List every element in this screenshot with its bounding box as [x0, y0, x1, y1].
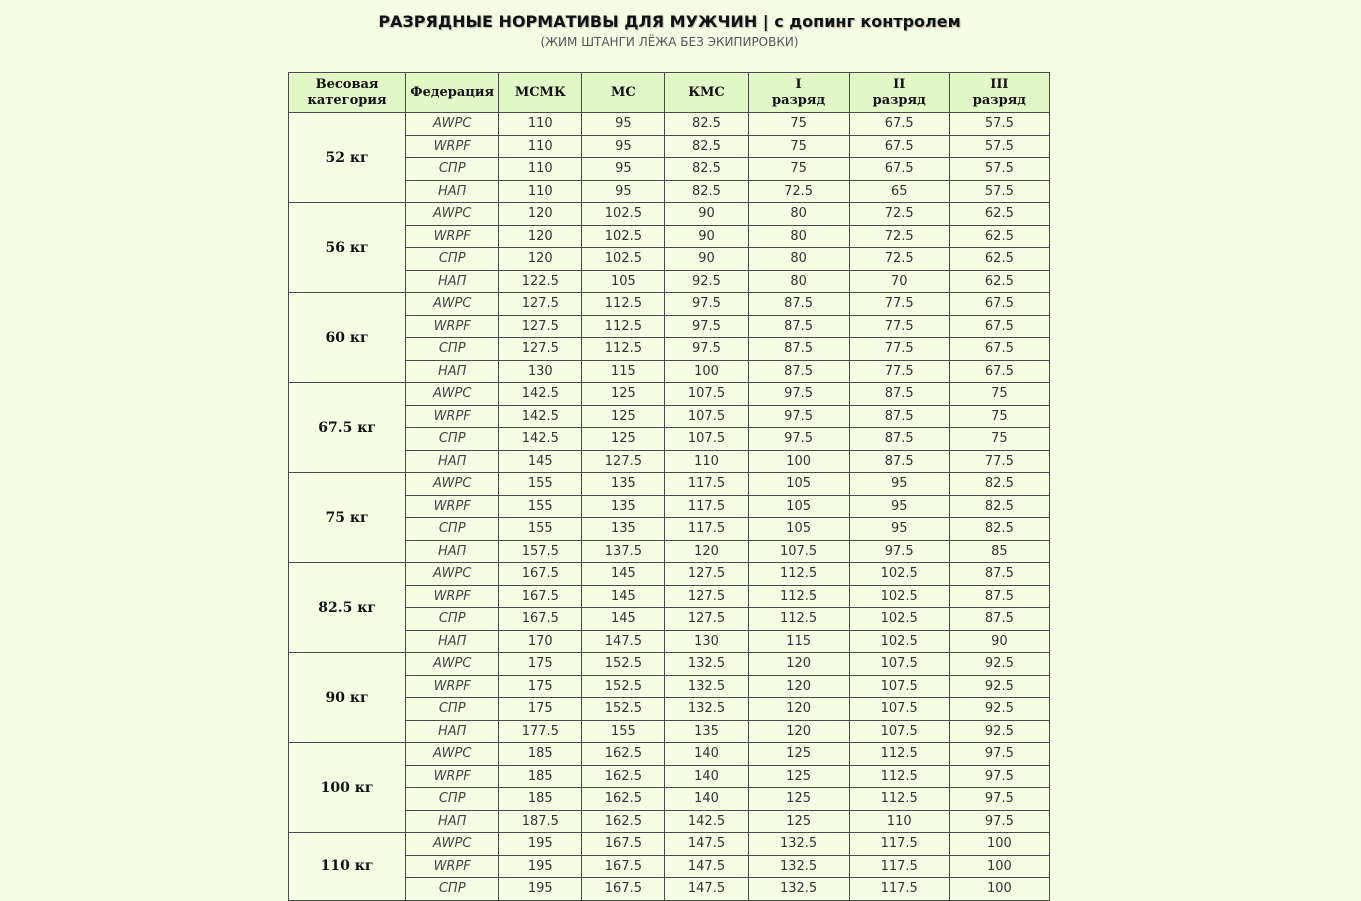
- rank-3-cell: 92.5: [949, 653, 1049, 676]
- federation-cell: СПР: [406, 518, 499, 541]
- msmk-cell: 142.5: [499, 428, 582, 451]
- table-row: [289, 473, 1050, 496]
- ms-cell: 162.5: [582, 788, 665, 811]
- rank-3-cell: 87.5: [949, 585, 1049, 608]
- page-title: РАЗРЯДНЫЕ НОРМАТИВЫ ДЛЯ МУЖЧИН | с допинг контролем: [378, 12, 961, 31]
- ms-cell: 145: [582, 563, 665, 586]
- rank-3-cell: 62.5: [949, 270, 1049, 293]
- ms-cell: 167.5: [582, 833, 665, 856]
- federation-cell: СПР: [406, 248, 499, 271]
- rank-2-cell: 67.5: [849, 113, 949, 136]
- table-row: [289, 203, 1050, 226]
- rank-2-cell: 87.5: [849, 405, 949, 428]
- federation-cell: СПР: [406, 698, 499, 721]
- msmk-cell: 170: [499, 630, 582, 653]
- rank-1-cell: 97.5: [748, 428, 849, 451]
- rank-2-cell: 67.5: [849, 135, 949, 158]
- federation-cell: AWPC: [406, 383, 499, 406]
- ms-cell: 112.5: [582, 315, 665, 338]
- rank-2-cell: 117.5: [849, 855, 949, 878]
- federation-cell: НАП: [406, 720, 499, 743]
- kms-cell: 82.5: [665, 113, 748, 136]
- rank-1-cell: 125: [748, 743, 849, 766]
- rank-1-cell: 132.5: [748, 878, 849, 901]
- federation-cell: AWPC: [406, 113, 499, 136]
- rank-3-cell: 92.5: [949, 698, 1049, 721]
- kms-cell: 127.5: [665, 608, 748, 631]
- rank-3-cell: 82.5: [949, 495, 1049, 518]
- federation-cell: СПР: [406, 428, 499, 451]
- rank-1-cell: 112.5: [748, 585, 849, 608]
- federation-cell: НАП: [406, 270, 499, 293]
- msmk-cell: 122.5: [499, 270, 582, 293]
- ms-cell: 127.5: [582, 450, 665, 473]
- msmk-cell: 142.5: [499, 405, 582, 428]
- rank-2-cell: 102.5: [849, 608, 949, 631]
- federation-cell: СПР: [406, 158, 499, 181]
- ms-cell: 152.5: [582, 653, 665, 676]
- rank-2-cell: 102.5: [849, 563, 949, 586]
- rank-3-cell: 75: [949, 428, 1049, 451]
- rank-3-cell: 77.5: [949, 450, 1049, 473]
- ms-cell: 145: [582, 585, 665, 608]
- kms-cell: 142.5: [665, 810, 748, 833]
- federation-cell: СПР: [406, 608, 499, 631]
- rank-3-cell: 97.5: [949, 810, 1049, 833]
- weight-category-cell: 82.5 кг: [289, 563, 406, 653]
- ms-cell: 137.5: [582, 540, 665, 563]
- header-federation: Федерация: [406, 73, 499, 113]
- rank-3-cell: 92.5: [949, 720, 1049, 743]
- rank-1-cell: 112.5: [748, 608, 849, 631]
- page-subtitle: (ЖИМ ШТАНГИ ЛЁЖА БЕЗ ЭКИПИРОВКИ): [540, 35, 799, 49]
- weight-category-cell: 60 кг: [289, 293, 406, 383]
- standards-table: [288, 72, 1050, 901]
- rank-2-cell: 107.5: [849, 653, 949, 676]
- header-rank-2: [849, 73, 949, 113]
- rank-2-cell: 117.5: [849, 878, 949, 901]
- ms-cell: 155: [582, 720, 665, 743]
- kms-cell: 127.5: [665, 585, 748, 608]
- header-row: [289, 73, 1050, 113]
- table-body: [289, 113, 1050, 901]
- msmk-cell: 185: [499, 765, 582, 788]
- rank-2-cell: 107.5: [849, 698, 949, 721]
- federation-cell: AWPC: [406, 743, 499, 766]
- kms-cell: 127.5: [665, 563, 748, 586]
- rank-2-cell: 87.5: [849, 428, 949, 451]
- rank-3-cell: 92.5: [949, 675, 1049, 698]
- rank-2-cell: 77.5: [849, 360, 949, 383]
- rank-1-cell: 120: [748, 675, 849, 698]
- rank-2-cell: 72.5: [849, 248, 949, 271]
- table-row: [289, 743, 1050, 766]
- rank-1-cell: 132.5: [748, 833, 849, 856]
- kms-cell: 100: [665, 360, 748, 383]
- rank-1-cell: 80: [748, 225, 849, 248]
- rank-2-cell: 67.5: [849, 158, 949, 181]
- table-row: [289, 653, 1050, 676]
- kms-cell: 147.5: [665, 878, 748, 901]
- msmk-cell: 155: [499, 495, 582, 518]
- rank-2-cell: 107.5: [849, 675, 949, 698]
- rank-3-cell: 90: [949, 630, 1049, 653]
- federation-cell: СПР: [406, 788, 499, 811]
- rank-1-cell: 97.5: [748, 383, 849, 406]
- rank-1-cell: 80: [748, 203, 849, 226]
- msmk-cell: 155: [499, 473, 582, 496]
- rank-3-cell: 82.5: [949, 518, 1049, 541]
- rank-1-cell: 87.5: [748, 293, 849, 316]
- rank-1-cell: 120: [748, 698, 849, 721]
- rank-1-cell: 120: [748, 653, 849, 676]
- rank-1-cell: 120: [748, 720, 849, 743]
- rank-2-cell: 112.5: [849, 743, 949, 766]
- weight-category-cell: 110 кг: [289, 833, 406, 901]
- kms-cell: 110: [665, 450, 748, 473]
- rank-2-cell: 87.5: [849, 450, 949, 473]
- msmk-cell: 110: [499, 158, 582, 181]
- rank-3-cell: 67.5: [949, 338, 1049, 361]
- rank-1-cell: 75: [748, 113, 849, 136]
- federation-cell: НАП: [406, 540, 499, 563]
- header-rank-2-numeral: II: [893, 76, 906, 92]
- msmk-cell: 110: [499, 113, 582, 136]
- kms-cell: 132.5: [665, 698, 748, 721]
- federation-cell: НАП: [406, 630, 499, 653]
- ms-cell: 125: [582, 405, 665, 428]
- rank-1-cell: 125: [748, 788, 849, 811]
- rank-2-cell: 102.5: [849, 630, 949, 653]
- rank-1-cell: 125: [748, 810, 849, 833]
- federation-cell: WRPF: [406, 855, 499, 878]
- rank-3-cell: 57.5: [949, 113, 1049, 136]
- rank-2-cell: 72.5: [849, 203, 949, 226]
- table-row: [289, 833, 1050, 856]
- rank-1-cell: 87.5: [748, 338, 849, 361]
- kms-cell: 90: [665, 225, 748, 248]
- msmk-cell: 177.5: [499, 720, 582, 743]
- ms-cell: 112.5: [582, 338, 665, 361]
- ms-cell: 147.5: [582, 630, 665, 653]
- msmk-cell: 157.5: [499, 540, 582, 563]
- msmk-cell: 185: [499, 788, 582, 811]
- ms-cell: 152.5: [582, 675, 665, 698]
- kms-cell: 90: [665, 248, 748, 271]
- ms-cell: 135: [582, 495, 665, 518]
- ms-cell: 125: [582, 383, 665, 406]
- ms-cell: 115: [582, 360, 665, 383]
- rank-3-cell: 57.5: [949, 180, 1049, 203]
- rank-1-cell: 87.5: [748, 315, 849, 338]
- kms-cell: 82.5: [665, 135, 748, 158]
- table-row: [289, 563, 1050, 586]
- rank-3-cell: 57.5: [949, 158, 1049, 181]
- kms-cell: 132.5: [665, 675, 748, 698]
- ms-cell: 95: [582, 113, 665, 136]
- kms-cell: 107.5: [665, 383, 748, 406]
- msmk-cell: 195: [499, 833, 582, 856]
- rank-1-cell: 107.5: [748, 540, 849, 563]
- rank-3-cell: 100: [949, 855, 1049, 878]
- federation-cell: WRPF: [406, 585, 499, 608]
- federation-cell: WRPF: [406, 405, 499, 428]
- header-msmk: МСМК: [499, 73, 582, 113]
- rank-2-cell: 110: [849, 810, 949, 833]
- kms-cell: 97.5: [665, 293, 748, 316]
- msmk-cell: 195: [499, 878, 582, 901]
- msmk-cell: 110: [499, 180, 582, 203]
- ms-cell: 162.5: [582, 810, 665, 833]
- rank-3-cell: 75: [949, 383, 1049, 406]
- rank-1-cell: 80: [748, 248, 849, 271]
- kms-cell: 140: [665, 743, 748, 766]
- kms-cell: 140: [665, 765, 748, 788]
- kms-cell: 130: [665, 630, 748, 653]
- kms-cell: 107.5: [665, 428, 748, 451]
- kms-cell: 82.5: [665, 158, 748, 181]
- msmk-cell: 127.5: [499, 293, 582, 316]
- ms-cell: 95: [582, 158, 665, 181]
- ms-cell: 152.5: [582, 698, 665, 721]
- federation-cell: WRPF: [406, 765, 499, 788]
- federation-cell: НАП: [406, 180, 499, 203]
- ms-cell: 167.5: [582, 878, 665, 901]
- federation-cell: НАП: [406, 450, 499, 473]
- msmk-cell: 120: [499, 248, 582, 271]
- ms-cell: 102.5: [582, 203, 665, 226]
- table-row: [289, 113, 1050, 136]
- federation-cell: AWPC: [406, 833, 499, 856]
- federation-cell: WRPF: [406, 135, 499, 158]
- rank-2-cell: 95: [849, 495, 949, 518]
- msmk-cell: 142.5: [499, 383, 582, 406]
- rank-1-cell: 125: [748, 765, 849, 788]
- header-ms: МС: [582, 73, 665, 113]
- header-weight-line1: Весовая: [315, 76, 379, 92]
- rank-2-cell: 87.5: [849, 383, 949, 406]
- ms-cell: 135: [582, 473, 665, 496]
- kms-cell: 82.5: [665, 180, 748, 203]
- ms-cell: 102.5: [582, 225, 665, 248]
- header-weight-line2: категория: [307, 92, 387, 108]
- header-rank-1-label: разряд: [772, 92, 826, 108]
- weight-category-cell: 67.5 кг: [289, 383, 406, 473]
- ms-cell: 135: [582, 518, 665, 541]
- header-rank-1: [748, 73, 849, 113]
- rank-2-cell: 95: [849, 473, 949, 496]
- kms-cell: 135: [665, 720, 748, 743]
- kms-cell: 92.5: [665, 270, 748, 293]
- table-row: [289, 383, 1050, 406]
- federation-cell: WRPF: [406, 225, 499, 248]
- table-header: [289, 73, 1050, 113]
- federation-cell: WRPF: [406, 495, 499, 518]
- kms-cell: 90: [665, 203, 748, 226]
- msmk-cell: 187.5: [499, 810, 582, 833]
- msmk-cell: 120: [499, 225, 582, 248]
- rank-3-cell: 67.5: [949, 293, 1049, 316]
- ms-cell: 105: [582, 270, 665, 293]
- msmk-cell: 175: [499, 675, 582, 698]
- federation-cell: НАП: [406, 810, 499, 833]
- ms-cell: 95: [582, 135, 665, 158]
- ms-cell: 112.5: [582, 293, 665, 316]
- rank-1-cell: 97.5: [748, 405, 849, 428]
- rank-2-cell: 97.5: [849, 540, 949, 563]
- federation-cell: AWPC: [406, 293, 499, 316]
- msmk-cell: 167.5: [499, 563, 582, 586]
- ms-cell: 167.5: [582, 855, 665, 878]
- msmk-cell: 110: [499, 135, 582, 158]
- rank-2-cell: 102.5: [849, 585, 949, 608]
- ms-cell: 125: [582, 428, 665, 451]
- rank-1-cell: 105: [748, 473, 849, 496]
- header-rank-1-numeral: I: [795, 76, 802, 92]
- rank-2-cell: 72.5: [849, 225, 949, 248]
- header-rank-2-label: разряд: [872, 92, 926, 108]
- rank-2-cell: 77.5: [849, 338, 949, 361]
- msmk-cell: 185: [499, 743, 582, 766]
- ms-cell: 95: [582, 180, 665, 203]
- weight-category-cell: 90 кг: [289, 653, 406, 743]
- rank-2-cell: 65: [849, 180, 949, 203]
- rank-3-cell: 97.5: [949, 788, 1049, 811]
- rank-3-cell: 97.5: [949, 765, 1049, 788]
- ms-cell: 162.5: [582, 743, 665, 766]
- msmk-cell: 175: [499, 698, 582, 721]
- rank-3-cell: 100: [949, 833, 1049, 856]
- rank-3-cell: 87.5: [949, 608, 1049, 631]
- msmk-cell: 195: [499, 855, 582, 878]
- header-rank-3: [949, 73, 1049, 113]
- kms-cell: 147.5: [665, 833, 748, 856]
- rank-3-cell: 85: [949, 540, 1049, 563]
- table-row: [289, 293, 1050, 316]
- kms-cell: 117.5: [665, 495, 748, 518]
- msmk-cell: 155: [499, 518, 582, 541]
- rank-1-cell: 105: [748, 518, 849, 541]
- msmk-cell: 120: [499, 203, 582, 226]
- rank-2-cell: 112.5: [849, 765, 949, 788]
- rank-1-cell: 75: [748, 158, 849, 181]
- rank-1-cell: 115: [748, 630, 849, 653]
- rank-1-cell: 112.5: [748, 563, 849, 586]
- rank-3-cell: 75: [949, 405, 1049, 428]
- rank-1-cell: 87.5: [748, 360, 849, 383]
- kms-cell: 97.5: [665, 338, 748, 361]
- weight-category-cell: 75 кг: [289, 473, 406, 563]
- rank-1-cell: 105: [748, 495, 849, 518]
- rank-2-cell: 107.5: [849, 720, 949, 743]
- rank-3-cell: 57.5: [949, 135, 1049, 158]
- rank-3-cell: 67.5: [949, 315, 1049, 338]
- rank-3-cell: 82.5: [949, 473, 1049, 496]
- header-kms: КМС: [665, 73, 748, 113]
- header-rank-3-numeral: III: [990, 76, 1009, 92]
- weight-category-cell: 100 кг: [289, 743, 406, 833]
- msmk-cell: 175: [499, 653, 582, 676]
- weight-category-cell: 56 кг: [289, 203, 406, 293]
- rank-3-cell: 67.5: [949, 360, 1049, 383]
- federation-cell: НАП: [406, 360, 499, 383]
- header-weight-category: [289, 73, 406, 113]
- msmk-cell: 127.5: [499, 338, 582, 361]
- kms-cell: 117.5: [665, 473, 748, 496]
- federation-cell: СПР: [406, 878, 499, 901]
- federation-cell: AWPC: [406, 473, 499, 496]
- rank-3-cell: 62.5: [949, 225, 1049, 248]
- federation-cell: AWPC: [406, 203, 499, 226]
- rank-2-cell: 77.5: [849, 293, 949, 316]
- rank-1-cell: 80: [748, 270, 849, 293]
- kms-cell: 120: [665, 540, 748, 563]
- kms-cell: 132.5: [665, 653, 748, 676]
- rank-3-cell: 97.5: [949, 743, 1049, 766]
- rank-2-cell: 95: [849, 518, 949, 541]
- kms-cell: 140: [665, 788, 748, 811]
- msmk-cell: 167.5: [499, 585, 582, 608]
- ms-cell: 162.5: [582, 765, 665, 788]
- msmk-cell: 127.5: [499, 315, 582, 338]
- rank-1-cell: 75: [748, 135, 849, 158]
- msmk-cell: 145: [499, 450, 582, 473]
- kms-cell: 147.5: [665, 855, 748, 878]
- msmk-cell: 167.5: [499, 608, 582, 631]
- rank-1-cell: 132.5: [748, 855, 849, 878]
- rank-2-cell: 117.5: [849, 833, 949, 856]
- kms-cell: 107.5: [665, 405, 748, 428]
- federation-cell: СПР: [406, 338, 499, 361]
- federation-cell: AWPC: [406, 563, 499, 586]
- kms-cell: 117.5: [665, 518, 748, 541]
- ms-cell: 102.5: [582, 248, 665, 271]
- federation-cell: WRPF: [406, 315, 499, 338]
- weight-category-cell: 52 кг: [289, 113, 406, 203]
- msmk-cell: 130: [499, 360, 582, 383]
- rank-1-cell: 100: [748, 450, 849, 473]
- rank-3-cell: 100: [949, 878, 1049, 901]
- kms-cell: 97.5: [665, 315, 748, 338]
- federation-cell: WRPF: [406, 675, 499, 698]
- ms-cell: 145: [582, 608, 665, 631]
- rank-3-cell: 62.5: [949, 248, 1049, 271]
- rank-2-cell: 77.5: [849, 315, 949, 338]
- rank-2-cell: 70: [849, 270, 949, 293]
- rank-3-cell: 62.5: [949, 203, 1049, 226]
- rank-2-cell: 112.5: [849, 788, 949, 811]
- rank-1-cell: 72.5: [748, 180, 849, 203]
- rank-3-cell: 87.5: [949, 563, 1049, 586]
- header-rank-3-label: разряд: [972, 92, 1026, 108]
- federation-cell: AWPC: [406, 653, 499, 676]
